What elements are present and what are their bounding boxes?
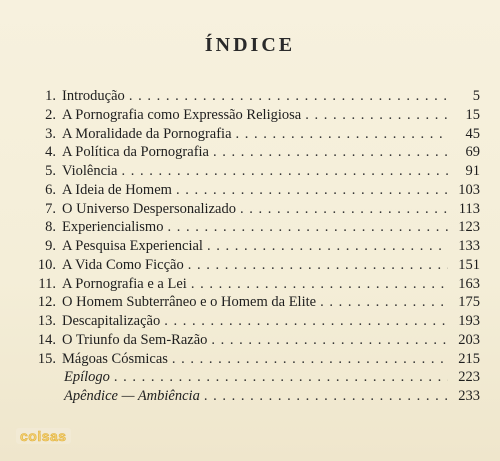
toc-row [22,144,480,163]
toc-number: 10. [37,256,56,273]
toc-row [22,257,480,276]
toc-row [22,182,480,201]
toc-page-number: 113 [458,200,480,217]
toc-number: 6. [45,181,56,198]
toc-row [22,201,480,220]
toc-page-number: 203 [458,331,480,348]
toc-entry [62,88,480,105]
toc-page-number: 163 [458,275,480,292]
toc-row [22,126,480,145]
toc-label: A Vida Como Ficção [62,256,184,273]
watermark-logo: coisas [16,428,71,444]
dot-leader [191,276,448,293]
dot-leader [320,294,448,311]
dot-leader [129,88,448,105]
toc-number: 11. [38,275,56,292]
toc-row [22,88,480,107]
toc-entry [62,294,480,311]
toc-number: 7. [45,200,56,217]
dot-leader [176,182,448,199]
dot-leader [236,126,448,143]
toc-label: Epílogo [64,369,110,386]
toc-page-number: 233 [458,388,480,404]
toc-row [22,294,480,313]
dot-leader [114,369,448,386]
dot-leader [188,257,448,274]
page-title: ÍNDICE [204,34,296,56]
toc-number: 1. [45,88,56,104]
toc-page-number: 103 [458,181,480,198]
dot-leader [211,332,448,349]
toc-number: 15. [37,350,56,367]
toc-number: 9. [45,238,56,254]
toc-entry [62,257,480,274]
toc-label: Descapitalização [62,313,161,329]
toc-number: 4. [45,144,56,161]
toc-page-number: 15 [465,106,480,123]
toc-page-number: 45 [465,125,480,142]
toc-row [22,238,480,257]
toc-page-number: 123 [458,219,480,236]
toc-page-number: 215 [458,350,480,367]
dot-leader [164,313,448,330]
toc-number: 12. [37,294,56,311]
dot-leader [240,201,448,218]
toc-entry [62,238,480,255]
toc-entry [62,144,480,161]
toc-label: O Homem Subterrâneo e o Homem da Elite [62,294,317,311]
toc-label: Mágoas Cósmicas [62,350,168,367]
toc-entry [62,107,480,124]
toc-page-number: 151 [458,256,480,273]
dot-leader [207,238,448,255]
toc-entry [62,313,480,330]
toc-row [22,332,480,351]
toc-entry [62,369,480,386]
toc-number: 5. [45,163,56,179]
toc-label: A Política da Pornografia [62,144,209,161]
toc-number: 14. [37,331,56,348]
toc-label: O Universo Despersonalizado [62,200,236,217]
dot-leader [172,351,448,368]
toc-page-number: 133 [458,238,480,254]
dot-leader [204,388,448,405]
toc-entry [62,276,480,293]
toc-page-number: 223 [458,369,480,386]
toc-row [22,219,480,238]
toc-page-number: 5 [472,88,480,104]
toc-number: 3. [45,125,56,142]
toc-page-number: 91 [465,163,480,179]
toc-label: A Ideia de Homem [62,181,172,198]
toc-number: 2. [45,106,56,123]
dot-leader [167,219,448,236]
toc-row [22,107,480,126]
toc-label: O Triunfo da Sem-Razão [62,331,208,348]
toc-label: A Pornografia e a Lei [62,275,187,292]
toc-label: Experiencialismo [62,219,164,236]
toc-entry [62,219,480,236]
dot-leader [305,107,448,124]
toc-page-number: 193 [458,313,480,329]
toc-entry [62,332,480,349]
toc-row [22,351,480,370]
toc-row [22,313,480,332]
toc-entry [62,182,480,199]
toc-number: 8. [45,219,56,236]
toc-row [22,369,480,388]
toc-entry [62,351,480,368]
dot-leader [213,144,448,161]
toc-label: A Moralidade da Pornografia [62,125,232,142]
toc-entry [62,388,480,405]
toc-entry [62,163,480,180]
toc-label: Violência [62,163,118,179]
toc-row [22,163,480,182]
toc-entry [62,126,480,143]
toc-row [22,388,480,407]
toc-label: A Pesquisa Experiencial [62,238,203,254]
toc-row [22,276,480,295]
toc-label: A Pornografia como Expressão Religiosa [62,106,302,123]
toc-page-number: 69 [465,144,480,161]
toc-label: Introdução [62,88,125,104]
toc-page-number: 175 [458,294,480,311]
toc-number: 13. [37,313,56,329]
table-of-contents [22,88,480,407]
dot-leader [122,163,449,180]
toc-label: Apêndice — Ambiência [64,388,200,404]
toc-entry [62,201,480,218]
